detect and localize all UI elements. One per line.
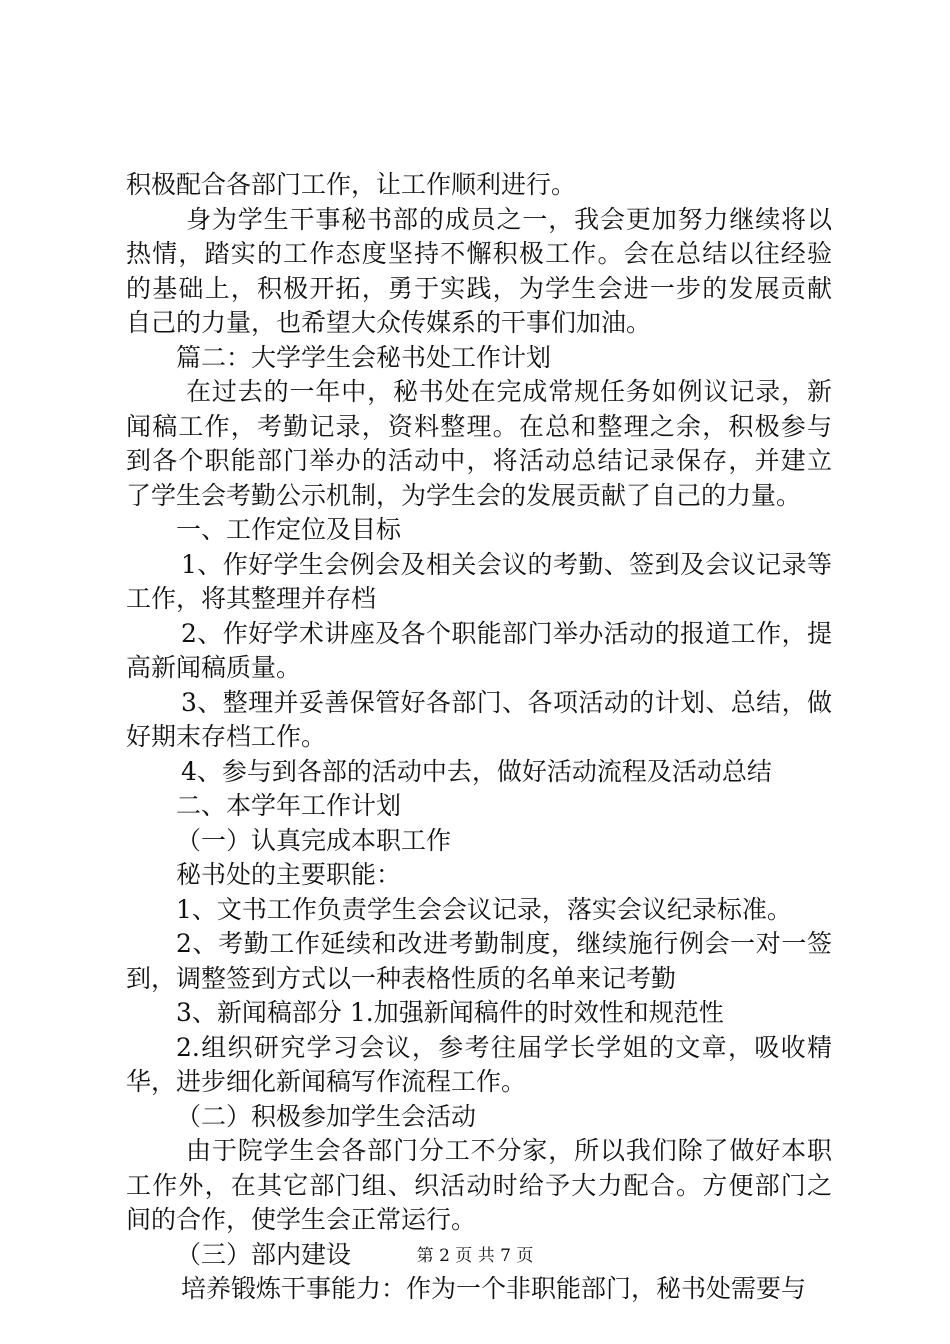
text-line: 工作，将其整理并存档 bbox=[126, 584, 377, 613]
document-body bbox=[126, 168, 832, 1307]
paragraph bbox=[126, 686, 832, 755]
page-number: 第 2 页 共 7 页 bbox=[416, 1246, 534, 1266]
paragraph bbox=[126, 513, 832, 548]
text-line: 篇二：大学学生会秘书处工作计划 bbox=[176, 342, 552, 372]
text-line: 好期末存档工作。 bbox=[126, 722, 327, 751]
text-line: 热情，踏实的工作态度坚持不懈积极工作。会在总结以往经验 bbox=[126, 239, 832, 268]
paragraph bbox=[126, 858, 832, 893]
page-footer bbox=[0, 1244, 950, 1268]
text-line: 了学生会考勤公示机制，为学生会的发展贡献了自己的力量。 bbox=[126, 480, 802, 510]
text-line: （一）认真完成本职工作 bbox=[176, 825, 452, 855]
paragraph bbox=[126, 1272, 832, 1307]
paragraph bbox=[126, 824, 832, 859]
text-line: 的基础上，积极开拓，勇于实践，为学生会进一步的发展贡献 bbox=[126, 273, 832, 303]
paragraph bbox=[126, 548, 832, 617]
text-line: 2、考勤工作延续和改进考勤制度，继续施行例会一对一签 bbox=[176, 929, 832, 958]
text-line: 华，进步细化新闻稿写作流程工作。 bbox=[126, 1067, 527, 1096]
text-line: 积极配合各部门工作，让工作顺利进行。 bbox=[126, 170, 577, 199]
paragraph bbox=[126, 341, 832, 376]
paragraph bbox=[126, 617, 832, 686]
text-line: 身为学生干事秘书部的成员之一，我会更加努力继续将以 bbox=[186, 204, 832, 234]
paragraph bbox=[126, 1100, 832, 1135]
text-line: 3、整理并妥善保管好各部门、各项活动的计划、总结，做 bbox=[181, 687, 832, 717]
text-line: 二、本学年工作计划 bbox=[176, 791, 402, 820]
text-line: 由于院学生会各部门分工不分家，所以我们除了做好本职 bbox=[186, 1136, 832, 1165]
paragraph bbox=[126, 375, 832, 513]
paragraph bbox=[126, 755, 832, 790]
paragraph bbox=[126, 893, 832, 928]
text-line: 到各个职能部门举办的活动中，将活动总结记录保存，并建立 bbox=[126, 446, 832, 475]
text-line: 一、工作定位及目标 bbox=[176, 515, 402, 544]
text-line: 高新闻稿质量。 bbox=[126, 653, 302, 682]
paragraph bbox=[126, 203, 832, 341]
text-line: （二）积极参加学生会活动 bbox=[176, 1101, 477, 1131]
text-line: 闻稿工作，考勤记录，资料整理。在总和整理之余，积极参与 bbox=[126, 411, 832, 441]
text-line: 2、作好学术讲座及各个职能部门举办活动的报道工作，提 bbox=[181, 618, 832, 648]
text-line: 2.组织研究学习会议，参考往届学长学姐的文章，吸收精 bbox=[176, 1032, 832, 1062]
text-line: 自己的力量，也希望大众传媒系的干事们加油。 bbox=[126, 308, 652, 337]
text-line: 间的合作，使学生会正常运行。 bbox=[126, 1205, 477, 1234]
text-line: 在过去的一年中，秘书处在完成常规任务如例议记录，新 bbox=[186, 377, 832, 406]
paragraph bbox=[126, 1134, 832, 1238]
text-line: 1、作好学生会例会及相关会议的考勤、签到及会议记录等 bbox=[181, 549, 832, 579]
paragraph bbox=[126, 1031, 832, 1100]
text-line: 培养锻炼干事能力：作为一个非职能部门，秘书处需要与 bbox=[181, 1274, 807, 1303]
paragraph bbox=[126, 927, 832, 996]
text-line: 工作外，在其它部门组、织活动时给予大力配合。方便部门之 bbox=[126, 1170, 832, 1200]
text-line: 4、参与到各部的活动中去，做好活动流程及活动总结 bbox=[181, 756, 772, 786]
paragraph bbox=[126, 789, 832, 824]
text-line: 3、新闻稿部分 1.加强新闻稿件的时效性和规范性 bbox=[176, 998, 724, 1027]
text-line: 到，调整签到方式以一种表格性质的名单来记考勤 bbox=[126, 963, 677, 993]
text-line: （三）部内建设 bbox=[176, 1239, 352, 1269]
paragraph bbox=[126, 168, 832, 203]
text-line: 秘书处的主要职能： bbox=[176, 860, 402, 889]
text-line: 1、文书工作负责学生会会议记录，落实会议纪录标准。 bbox=[176, 894, 792, 924]
paragraph bbox=[126, 996, 832, 1031]
